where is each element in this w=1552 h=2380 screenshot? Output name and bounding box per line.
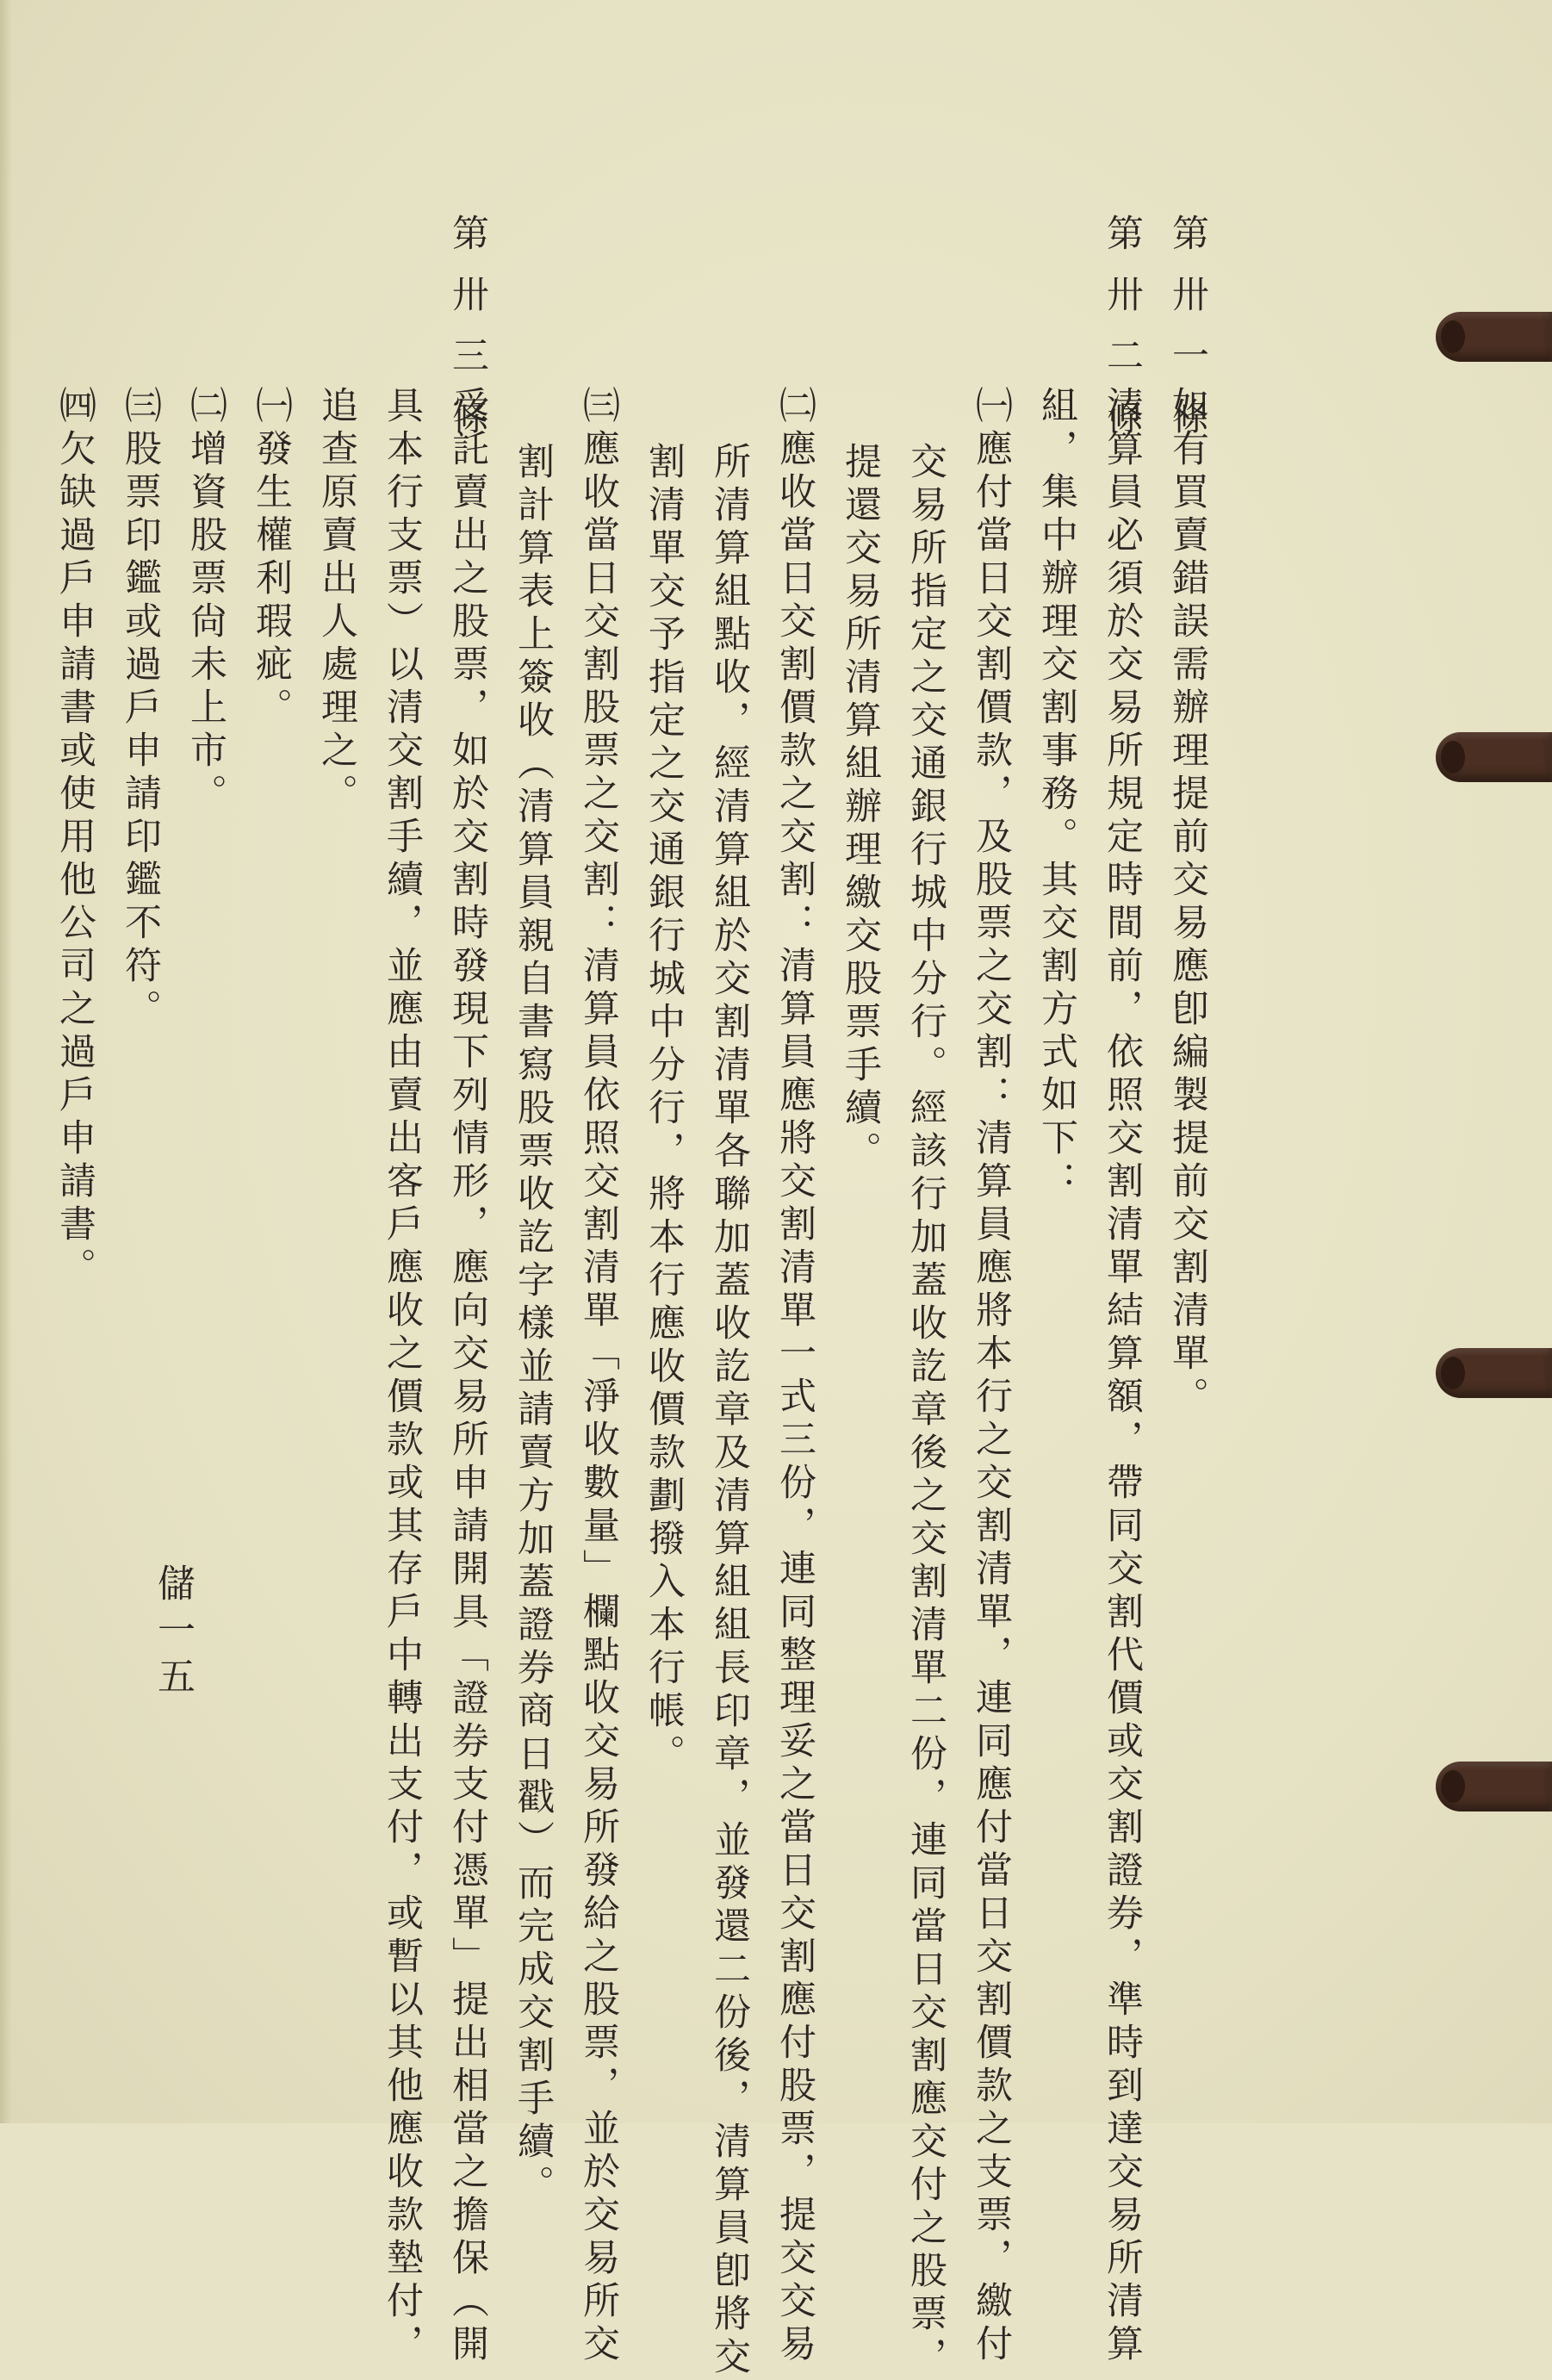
binding-cord <box>1436 732 1552 782</box>
article-43-item-4: ㈣欠缺過戶申請書或使用他公司之過戶申請書。 <box>53 386 96 1290</box>
binding-cord <box>1436 1348 1552 1398</box>
article-43-line-3: 追查原賣出人處理之。 <box>315 386 358 817</box>
article-42-line-1 <box>1094 214 1151 2367</box>
article-42-text-1: 清算員必須於交易所規定時間前，依照交割清單結算額，帶同交割代價或交割證券，準時到達交易所清算 <box>1101 386 1144 2367</box>
binding-cord <box>1436 312 1552 362</box>
article-42-heading: 第卅二條 <box>1101 214 1144 458</box>
article-43-text-1: 受託賣出之股票，如於交割時發現下列情形，應向交易所申請開具「證券支付憑單」提出相當之擔保（開 <box>446 386 489 2367</box>
article-42-item-1-line-1: ㈠應付當日交割價款，及股票之交割：清算員應將本行之交割清單，連同應付當日交割價款之支票，繳付 <box>970 386 1013 2367</box>
article-42-item-2-line-1: ㈡應收當日交割價款之交割：清算員應將交割清單一式三份，連同整理妥之當日交割應付股票，提交交易 <box>773 386 816 2367</box>
article-42-item-1-line-3: 提還交易所清算組辦理繳交股票手續。 <box>839 442 882 1174</box>
article-43-item-2: ㈡增資股票尙未上市。 <box>184 386 227 817</box>
page-edge-shadow <box>0 0 12 2123</box>
article-41 <box>1159 214 1216 1850</box>
article-41-heading: 第卅一條 <box>1166 214 1209 458</box>
article-43-line-1 <box>439 214 496 2367</box>
article-42-item-2-line-3: 割清單交予指定之交通銀行城中分行，將本行應收價款劃撥入本行帳。 <box>643 442 686 1777</box>
article-43-item-1: ㈠發生權利瑕疵。 <box>250 386 293 730</box>
article-43-heading: 第卅三條 <box>446 214 489 458</box>
article-43-line-2: 具本行支票）以清交割手續，並應由賣出客戶應收之價款或其存戶中轉出支付，或暫以其他應收款墊付， <box>381 386 424 2367</box>
article-42-item-1-line-2: 交易所指定之交通銀行城中分行。經該行加蓋收訖章後之交割清單二份，連同當日交割應交付之股票， <box>904 442 947 2380</box>
binding-cord <box>1436 1762 1552 1811</box>
vertical-text-body <box>47 214 1216 2380</box>
article-42-item-3-line-1: ㈢應收當日交割股票之交割：清算員依照交割清單「淨收數量」欄點收交易所發給之股票，並於交易所交 <box>577 386 620 2367</box>
article-42-item-3-line-2: 割計算表上簽收（清算員親自書寫股票收訖字樣並請賣方加蓋證券商日戳）而完成交割手續。 <box>512 442 555 2208</box>
page-number: 儲一五 <box>151 1563 195 1703</box>
article-43-item-3: ㈢股票印鑑或過戶申請印鑑不符。 <box>119 386 162 1032</box>
article-41-text: 如有買賣錯誤需辦理提前交易應卽編製提前交割清單。 <box>1166 386 1209 1420</box>
article-42-item-2-line-2: 所清算組點收，經清算組於交割清單各聯加蓋收訖章及清算組組長印章，並發還二份後，清算員卽將交 <box>708 442 751 2380</box>
article-42-line-2: 組，集中辦理交割事務。其交割方式如下： <box>1035 386 1078 1204</box>
